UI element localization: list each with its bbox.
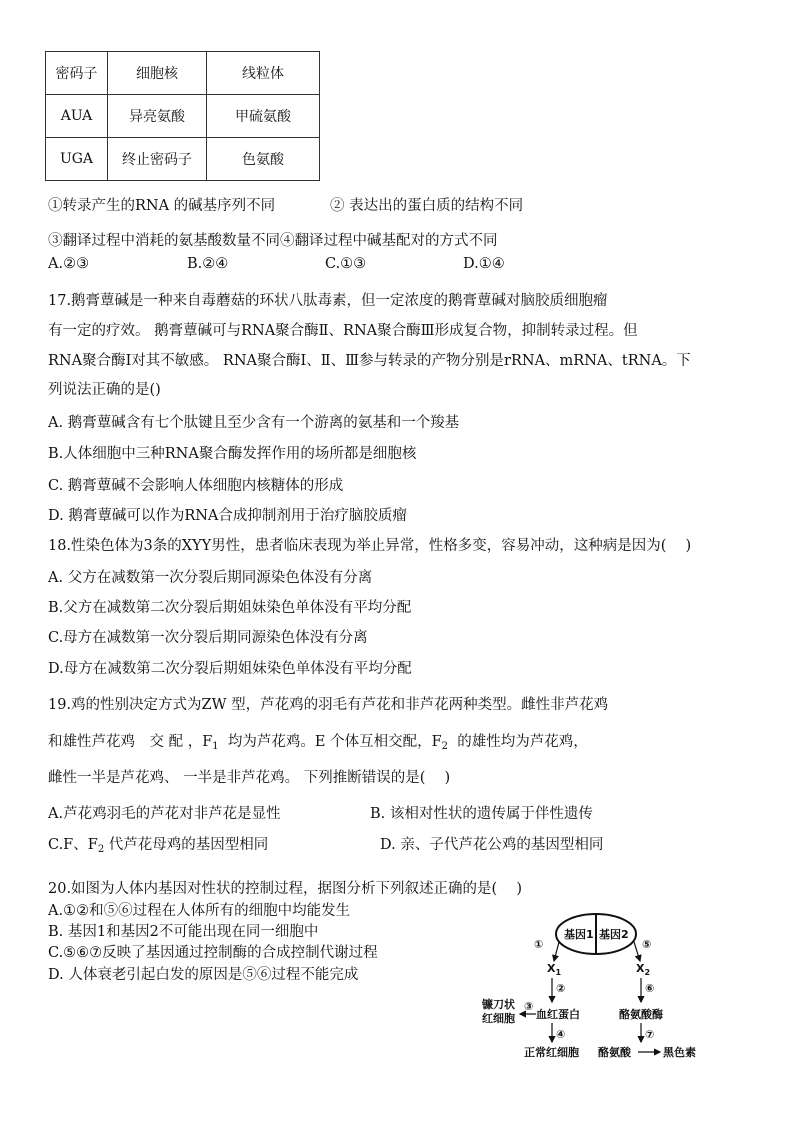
- q17-option-c: C. 鹅膏蕈碱不会影响人体细胞内核糖体的形成: [48, 478, 344, 494]
- q18-stem: 18.性染色体为3条的XYY男性，患者临床表现为举止异常，性格多变，容易冲动，这种病是因为( ): [48, 538, 692, 554]
- q17-stem-line: 列说法正确的是(): [48, 382, 161, 398]
- q18-option-b: B.父方在减数第二次分裂后期姐妹染色单体没有平均分配: [48, 600, 412, 616]
- step-2-label: ②: [556, 982, 566, 995]
- q19-stem-line-3: 雌性一半是芦花鸡、 一半是非芦花鸡。 下列推断错误的是( ): [48, 770, 451, 786]
- tyrosinase-label: 酪氨酸酶: [619, 1008, 663, 1021]
- q20-option-d: D. 人体衰老引起白发的原因是⑤⑥过程不能完成: [48, 967, 359, 983]
- q16-statement-1: ①转录产生的RNA 的碱基序列不同: [48, 198, 276, 214]
- table-cell: 色氨酸: [207, 138, 320, 181]
- step-3-label: ③: [524, 1000, 534, 1013]
- subscript: 2: [441, 741, 449, 752]
- q19-text: 均为芦花鸡。E 个体互相交配，F: [227, 734, 442, 750]
- melanin-label: 黑色素: [663, 1046, 696, 1059]
- q19-text: C.F、F: [48, 837, 98, 853]
- step-7-label: ⑦: [645, 1028, 655, 1041]
- q17-stem-line: 有一定的疗效。 鹅膏蕈碱可与RNA聚合酶Ⅱ、RNA聚合酶Ⅲ形成复合物，抑制转录过程。但: [48, 323, 638, 339]
- subscript: 1: [212, 741, 219, 752]
- q17-stem-line: 17.鹅膏蕈碱是一种来自毒蘑菇的环状八肽毒素，但一定浓度的鹅膏蕈碱对脑胶质细胞瘤: [48, 293, 608, 309]
- table-cell: 异亮氨酸: [108, 95, 207, 138]
- q20-option-b: B. 基因1和基因2不可能出现在同一细胞中: [48, 924, 319, 940]
- table-cell: 密码子: [46, 52, 108, 95]
- q16-option-a: A.②③: [48, 256, 90, 272]
- arrow: [634, 942, 640, 961]
- q18-option-d: D.母方在减数第二次分裂后期姐妹染色单体没有平均分配: [48, 661, 412, 677]
- tyrosine-label: 酪氨酸: [598, 1046, 631, 1059]
- table-cell: 甲硫氨酸: [207, 95, 320, 138]
- table-header-row: [46, 52, 320, 95]
- q16-option-c: C.①③: [325, 256, 367, 272]
- step-6-label: ⑥: [645, 982, 655, 995]
- q19-text: 的雄性均为芦花鸡，: [457, 734, 588, 750]
- q20-option-c: C.⑤⑥⑦反映了基因通过控制酶的合成控制代谢过程: [48, 945, 378, 961]
- table-cell: 线粒体: [207, 52, 320, 95]
- gene-control-diagram: [474, 906, 710, 1066]
- hemoglobin-label: 血红蛋白: [536, 1008, 580, 1021]
- q19-option-d: D. 亲、子代芦花公鸡的基因型相同: [380, 837, 604, 853]
- q19-text: 代芦花母鸡的基因型相同: [108, 837, 269, 853]
- q19-stem-line-2: [48, 730, 588, 752]
- subscript: 2: [97, 844, 105, 855]
- step-4-label: ④: [556, 1028, 566, 1041]
- sickle-cell-label-2: 红细胞: [482, 1012, 515, 1025]
- q18-option-a: A. 父方在减数第一次分裂后期同源染色体没有分离: [48, 570, 373, 586]
- q19-text: 和雄性芦花鸡 交 配 ，F: [48, 734, 213, 750]
- q16-statement-3: ③翻译过程中消耗的氨基酸数量不同④翻译过程中碱基配对的方式不同: [48, 233, 498, 249]
- table-cell: AUA: [46, 95, 108, 138]
- table-cell: 细胞核: [108, 52, 207, 95]
- q17-option-a: A. 鹅膏蕈碱含有七个肽键且至少含有一个游离的氨基和一个羧基: [48, 415, 460, 431]
- q19-option-b: B. 该相对性状的遗传属于伴性遗传: [370, 806, 593, 822]
- q17-option-d: D. 鹅膏蕈碱可以作为RNA合成抑制剂用于治疗脑胶质瘤: [48, 508, 407, 524]
- arrow: [554, 942, 559, 961]
- q18-option-c: C.母方在减数第一次分裂后期同源染色体没有分离: [48, 630, 368, 646]
- gene1-label: 基因1: [564, 928, 594, 941]
- table-cell: UGA: [46, 138, 108, 181]
- table-cell: 终止密码子: [108, 138, 207, 181]
- q16-option-b: B.②④: [187, 256, 229, 272]
- x1-label: $X_1$: [547, 962, 562, 977]
- q19-stem-line-1: 19.鸡的性别决定方式为ZW 型，芦花鸡的羽毛有芦花和非芦花两种类型。雌性非芦花鸡: [48, 697, 609, 713]
- q19-option-a: A.芦花鸡羽毛的芦花对非芦花是显性: [48, 806, 281, 822]
- gene2-label: 基因2: [599, 928, 629, 941]
- x2-label: $X_2$: [636, 962, 651, 977]
- step-5-label: ⑤: [642, 938, 652, 951]
- q16-option-d: D.①④: [463, 256, 505, 272]
- normal-rbc-label: 正常红细胞: [524, 1046, 579, 1059]
- step-1-label: ①: [534, 938, 544, 951]
- table-row: [46, 138, 320, 181]
- q16-statement-2: ② 表达出的蛋白质的结构不同: [330, 198, 524, 214]
- codon-table: [45, 51, 320, 181]
- table-row: [46, 95, 320, 138]
- sickle-cell-label-1: 镰刀状: [482, 998, 515, 1011]
- q19-option-c: [48, 833, 268, 855]
- q17-stem-line: RNA聚合酶Ⅰ对其不敏感。 RNA聚合酶Ⅰ、Ⅱ、Ⅲ参与转录的产物分别是rRNA、mRNA、tRNA。下: [48, 353, 691, 369]
- q20-stem: 20.如图为人体内基因对性状的控制过程，据图分析下列叙述正确的是( ): [48, 881, 522, 897]
- q17-option-b: B.人体细胞中三种RNA聚合酶发挥作用的场所都是细胞核: [48, 446, 417, 462]
- q20-option-a: A.①②和⑤⑥过程在人体所有的细胞中均能发生: [48, 903, 351, 919]
